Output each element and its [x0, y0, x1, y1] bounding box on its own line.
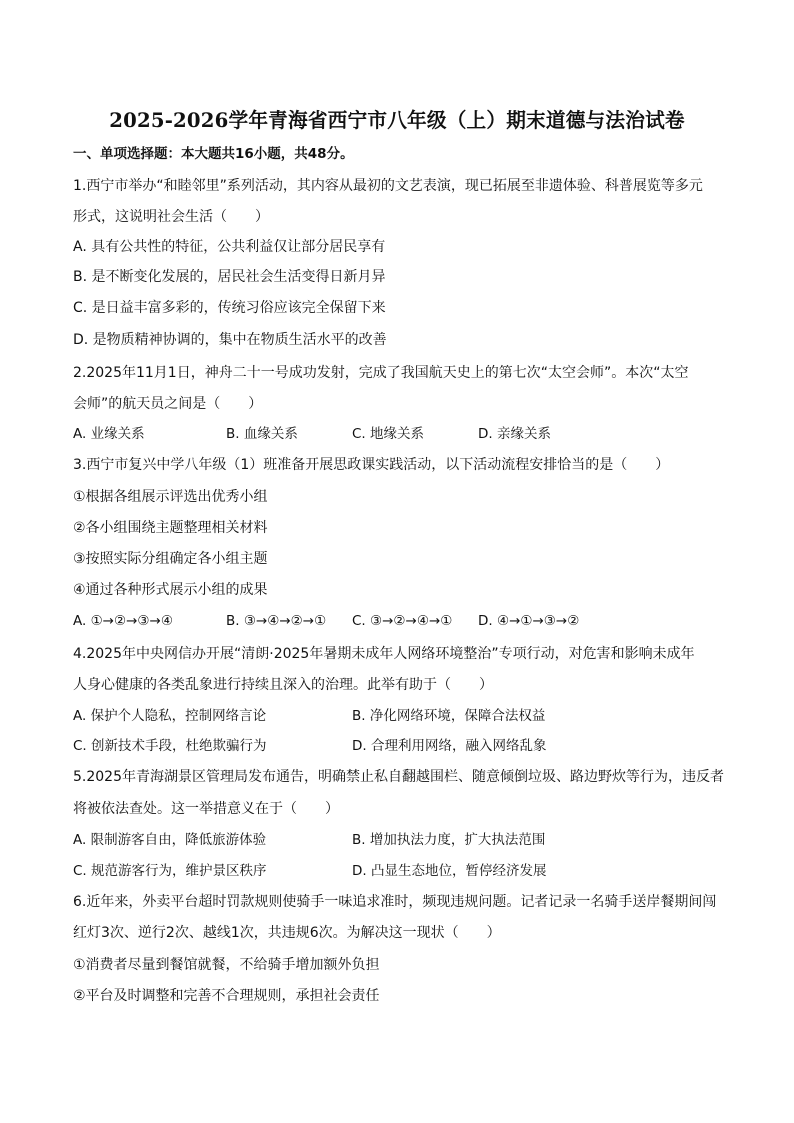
q5-stem-line2: 将被依法查处。这一举措意义在于（ ） — [73, 801, 339, 817]
q1-option-a: A. 具有公共性的特征，公共利益仅让部分居民享有 — [73, 239, 386, 255]
exam-title: 2025-2026学年青海省西宁市八年级（上）期末道德与法治试卷 — [109, 108, 685, 132]
q1-option-c: C. 是日益丰富多彩的，传统习俗应该完全保留下来 — [73, 300, 386, 316]
q5-option-a: A. 限制游客自由，降低旅游体验 — [73, 832, 267, 848]
q6-item-2: ②平台及时调整和完善不合理规则，承担社会责任 — [73, 988, 380, 1004]
q3-option-a: A. ①→②→③→④ — [73, 613, 173, 629]
q6-item-1: ①消费者尽量到餐馆就餐，不给骑手增加额外负担 — [73, 957, 380, 973]
q1-stem-line2: 形式，这说明社会生活（ ） — [73, 209, 269, 225]
q3-option-c: C. ③→②→④→① — [352, 613, 453, 629]
q2-stem-line2: 会师”的航天员之间是（ ） — [73, 396, 263, 412]
q4-stem-line2: 人身心健康的各类乱象进行持续且深入的治理。此举有助于（ ） — [73, 677, 493, 693]
q1-stem-line1: 1.西宁市举办“和睦邻里”系列活动，其内容从最初的文艺表演，现已拓展至非遗体验、科普展览等多元 — [73, 178, 703, 194]
q6-stem-line1: 6.近年来，外卖平台超时罚款规则使骑手一味追求准时，频现违规问题。记者记录一名骑手送岸餐期间闯 — [73, 894, 717, 910]
q3-item-3: ③按照实际分组确定各小组主题 — [73, 551, 268, 567]
q3-item-1: ①根据各组展示评选出优秀小组 — [73, 489, 268, 505]
q4-stem-line1: 4.2025年中央网信办开展“清朗·2025年暑期未成年人网络环境整治”专项行动，对危害和影响未成年 — [73, 646, 695, 662]
q3-item-2: ②各小组围绕主题整理相关材料 — [73, 520, 268, 536]
q5-option-b: B. 增加执法力度，扩大执法范围 — [352, 832, 546, 848]
q4-option-d: D. 合理利用网络，融入网络乱象 — [352, 738, 547, 754]
q6-stem-line2: 红灯3次、逆行2次、越线1次，共违规6次。为解决这一现状（ ） — [73, 925, 501, 941]
q2-option-c: C. 地缘关系 — [352, 426, 425, 442]
q3-stem: 3.西宁市复兴中学八年级（1）班准备开展思政课实践活动，以下活动流程安排恰当的是（ ） — [73, 457, 670, 473]
q1-option-d: D. 是物质精神协调的，集中在物质生活水平的改善 — [73, 332, 387, 348]
q2-option-a: A. 业缘关系 — [73, 426, 145, 442]
q5-option-d: D. 凸显生态地位，暂停经济发展 — [352, 863, 547, 879]
q4-option-a: A. 保护个人隐私，控制网络言论 — [73, 708, 267, 724]
q4-option-b: B. 净化网络环境，保障合法权益 — [352, 708, 546, 724]
q2-option-b: B. 血缘关系 — [226, 426, 298, 442]
q3-option-b: B. ③→④→②→① — [226, 613, 327, 629]
q4-option-c: C. 创新技术手段，杜绝欺骗行为 — [73, 738, 267, 754]
q2-stem-line1: 2.2025年11月1日，神舟二十一号成功发射，完成了我国航天史上的第七次“太空会师”。本次“太空 — [73, 365, 689, 381]
q5-option-c: C. 规范游客行为，维护景区秩序 — [73, 863, 267, 879]
section-heading: 一、单项选择题：本大题共16小题，共48分。 — [73, 146, 354, 162]
q2-option-d: D. 亲缘关系 — [478, 426, 551, 442]
q5-stem-line1: 5.2025年青海湖景区管理局发布通告，明确禁止私自翻越围栏、随意倾倒垃圾、路边野炊等行为，违反者 — [73, 769, 724, 785]
q3-option-d: D. ④→①→③→② — [478, 613, 580, 629]
q3-item-4: ④通过各种形式展示小组的成果 — [73, 582, 268, 598]
q1-option-b: B. 是不断变化发展的，居民社会生活变得日新月异 — [73, 269, 386, 285]
